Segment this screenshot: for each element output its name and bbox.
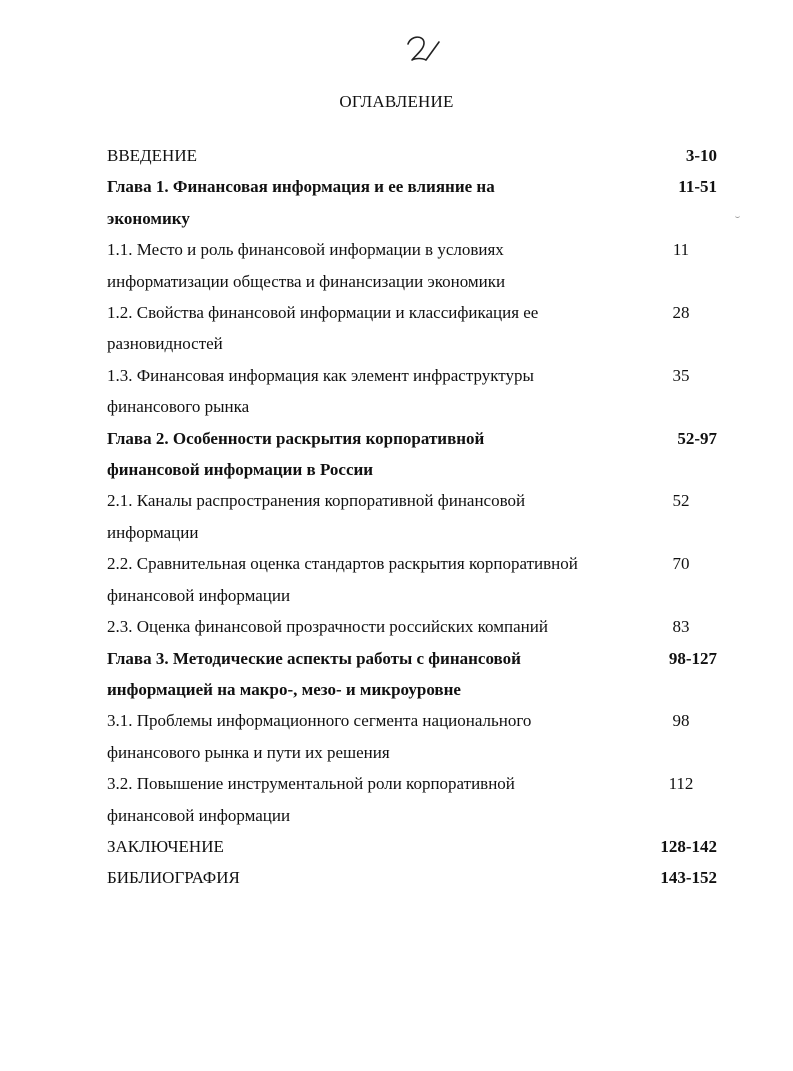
toc-entry <box>107 768 717 831</box>
toc-entry-page: 128-142 <box>660 836 717 856</box>
toc-entry-page: 52 <box>672 491 690 511</box>
toc-entry-label <box>107 297 637 360</box>
toc-entry-page: 112 <box>668 774 694 794</box>
toc-entry-line: 1.2. Свойства финансовой информации и классификация ее <box>107 303 539 323</box>
toc-entry-page: 3-10 <box>685 146 717 165</box>
toc-entry-line: 2.2. Сравнительная оценка стандартов раскрытия корпоративной <box>107 554 578 574</box>
toc-entry <box>107 862 717 893</box>
toc-entry-label <box>107 862 637 893</box>
toc-entry-label <box>107 234 637 297</box>
toc-entry-label <box>107 831 637 862</box>
toc-entry <box>107 643 717 706</box>
toc-entry-line: 3.1. Проблемы информационного сегмента национального <box>107 711 532 731</box>
toc-entry-line: БИБЛИОГРАФИЯ <box>107 868 240 888</box>
toc-entry-line: 1.3. Финансовая информация как элемент инфраструктуры <box>107 365 534 385</box>
toc-entry-label <box>107 423 637 486</box>
toc-entry-line: разновидностей <box>107 334 223 354</box>
toc-entry-page: 98 <box>672 711 690 731</box>
toc-entry-page: 28 <box>672 303 690 323</box>
toc-entry-label <box>107 643 637 706</box>
toc-entry-line: 3.2. Повышение инструментальной роли корпоративной <box>107 774 515 794</box>
scan-artifact <box>735 214 740 218</box>
toc-entry <box>107 423 717 486</box>
toc-entry-label <box>107 360 637 423</box>
toc-entry-label <box>107 611 637 642</box>
toc-entry <box>107 234 717 297</box>
toc-entry-label <box>107 768 637 831</box>
toc-entry <box>107 171 717 234</box>
toc-entry-page: 35 <box>672 365 690 385</box>
toc-entry-page: 98-127 <box>668 648 717 668</box>
toc-entry <box>107 485 717 548</box>
page-title: ОГЛАВЛЕНИЕ <box>339 92 454 111</box>
toc-entry-line: информацией на макро-, мезо- и микроуровне <box>107 679 461 699</box>
toc-entry-line: информации <box>107 522 199 542</box>
handwritten-two-icon <box>402 32 442 66</box>
toc-entry-page: 143-152 <box>660 868 717 888</box>
toc-entry-label <box>107 171 637 234</box>
toc-entry-line: информатизации общества и финансизации экономики <box>107 271 506 291</box>
toc-entry-label <box>107 485 637 548</box>
toc-entry-line: финансовой информации в России <box>107 460 374 480</box>
toc-entry-line: Глава 2. Особенности раскрытия корпоративной <box>107 428 485 448</box>
toc-entry <box>107 360 717 423</box>
toc-entry <box>107 140 717 171</box>
toc-entry-line: 2.3. Оценка финансовой прозрачности российских компаний <box>107 617 548 637</box>
toc-entry <box>107 297 717 360</box>
toc-entry-line: финансового рынка <box>107 397 250 417</box>
toc-entry <box>107 611 717 642</box>
toc-entry-line: финансовой информации <box>107 805 291 825</box>
toc-entry-page: 70 <box>672 554 690 574</box>
toc-entry <box>107 548 717 611</box>
toc-entry-line: Глава 1. Финансовая информация и ее влияние на <box>107 177 495 197</box>
toc-entry-line: финансового рынка и пути их решения <box>107 742 390 762</box>
toc-entry-line: экономику <box>107 208 190 228</box>
toc-entry-label <box>107 140 637 171</box>
toc-entry-page: 52-97 <box>677 428 717 448</box>
toc-entry-page: 11 <box>672 240 690 260</box>
toc-entry-page: 11-51 <box>678 177 717 197</box>
toc-entry-line: 1.1. Место и роль финансовой информации в условиях <box>107 240 504 260</box>
toc-entry-label <box>107 548 637 611</box>
toc-entry-line: 2.1. Каналы распространения корпоративной финансовой <box>107 491 526 511</box>
toc-entry-line: финансовой информации <box>107 585 291 605</box>
toc-entry-line: Глава 3. Методические аспекты работы с финансовой <box>107 648 521 668</box>
toc-entry <box>107 705 717 768</box>
toc-entry-line: ЗАКЛЮЧЕНИЕ <box>107 836 224 856</box>
toc-entry-label <box>107 705 637 768</box>
toc-entry <box>107 831 717 862</box>
toc-entry-page: 83 <box>672 617 690 637</box>
table-of-contents <box>107 140 717 894</box>
toc-entry-line: ВВЕДЕНИЕ <box>107 146 197 165</box>
handwritten-page-number <box>402 32 442 66</box>
